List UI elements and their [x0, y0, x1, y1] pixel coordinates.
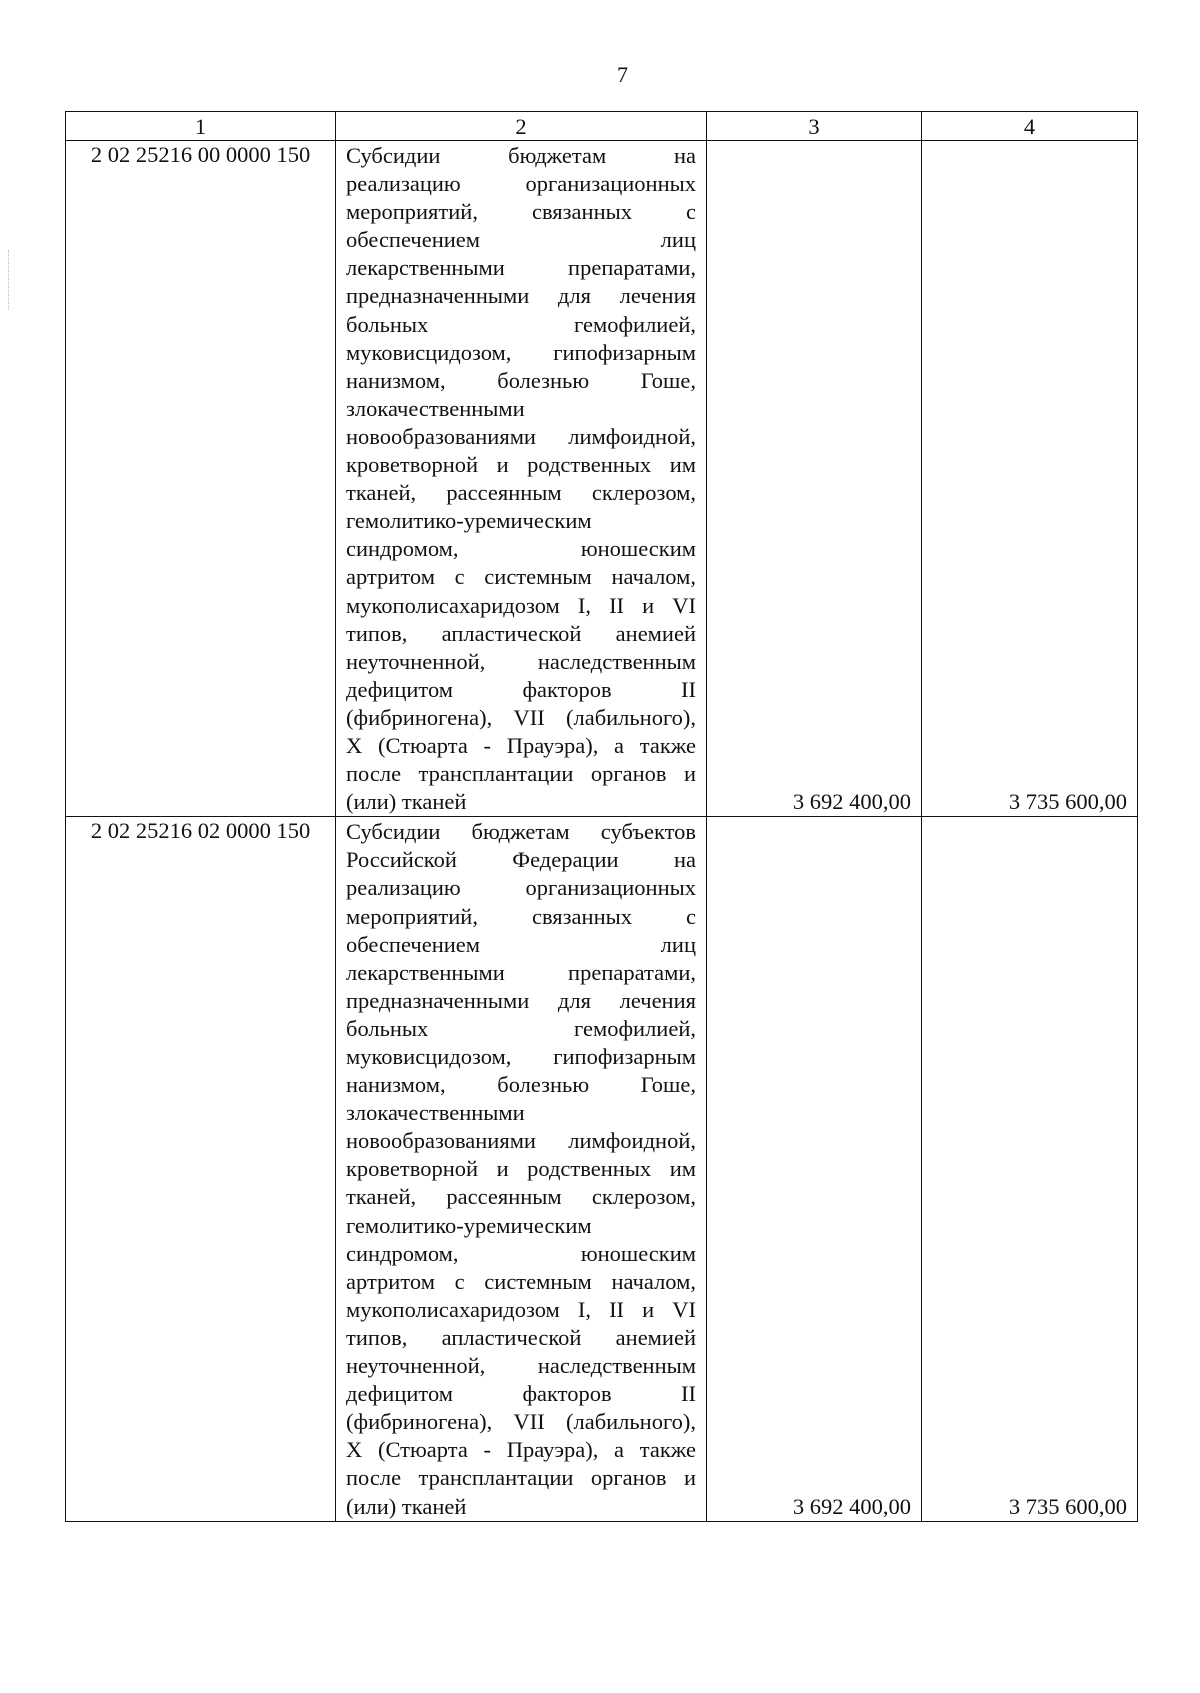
column-header-4: 4 — [922, 112, 1138, 141]
description-line: нанизмом, болезнью Гоше, — [346, 1072, 696, 1098]
amount-column-3: 3 692 400,00 — [707, 817, 922, 1521]
description-line: (фибриногена), VII (лабильного), — [346, 704, 696, 730]
description-line: Субсидии бюджетам на — [346, 143, 696, 168]
description-cell — [336, 141, 707, 817]
description-line: гемолитико-уремическим — [346, 1212, 592, 1238]
description-text — [346, 142, 696, 816]
description-line: нанизмом, болезнью Гоше, — [346, 367, 696, 393]
description-line: обеспечением лиц — [346, 227, 696, 253]
description-text — [346, 818, 696, 1520]
description-line: тканей, рассеянным склерозом, — [346, 480, 696, 506]
description-line: обеспечением лиц — [346, 931, 696, 957]
description-cell — [336, 817, 707, 1521]
description-line: (или) тканей — [346, 1493, 467, 1519]
column-header-1: 1 — [66, 112, 336, 141]
description-line: Российской Федерации на — [346, 847, 696, 873]
description-line: мукополисахаридозом I, II и VI — [346, 592, 696, 618]
description-line: артритом с системным началом, — [346, 564, 696, 590]
description-line: Субсидии бюджетам субъектов — [346, 819, 696, 845]
description-line: неуточненной, наследственным — [346, 648, 696, 674]
budget-table — [65, 111, 1138, 1522]
description-line: синдромом, юношеским — [346, 536, 696, 562]
budget-code-cell: 2 02 25216 02 0000 150 — [66, 817, 336, 1521]
scan-margin-mark — [8, 250, 10, 310]
amount-column-4: 3 735 600,00 — [922, 141, 1138, 817]
description-line: артритом с системным началом, — [346, 1268, 696, 1294]
description-line: муковисцидозом, гипофизарным — [346, 1044, 696, 1069]
description-line: X (Стюарта - Прауэра), а также — [346, 732, 696, 758]
description-line: тканей, рассеянным склерозом, — [346, 1184, 696, 1210]
description-line: лекарственными препаратами, — [346, 255, 696, 281]
description-line: типов, апластической анемией — [346, 620, 696, 646]
description-line: гемолитико-уремическим — [346, 508, 592, 534]
budget-code-cell: 2 02 25216 00 0000 150 — [66, 141, 336, 817]
description-line: предназначенными для лечения — [346, 987, 696, 1013]
description-line: дефицитом факторов II — [346, 676, 696, 702]
description-line: больных гемофилией, — [346, 1015, 696, 1041]
description-line: X (Стюарта - Прауэра), а также — [346, 1437, 696, 1463]
description-line: новообразованиями лимфоидной, — [346, 423, 696, 449]
description-line: больных гемофилией, — [346, 311, 696, 337]
table-row — [66, 141, 1138, 817]
description-line: кроветворной и родственных им — [346, 452, 696, 478]
description-line: мукополисахаридозом I, II и VI — [346, 1296, 696, 1322]
description-line: дефицитом факторов II — [346, 1381, 696, 1407]
description-line: типов, апластической анемией — [346, 1324, 696, 1350]
page-number: 7 — [617, 62, 628, 87]
table-row — [66, 817, 1138, 1521]
description-line: кроветворной и родственных им — [346, 1156, 696, 1182]
description-line: новообразованиями лимфоидной, — [346, 1128, 696, 1154]
description-line: злокачественными — [346, 1100, 525, 1126]
description-line: лекарственными препаратами, — [346, 959, 696, 985]
column-header-2: 2 — [336, 112, 707, 141]
description-line: мероприятий, связанных с — [346, 903, 696, 929]
description-line: неуточненной, наследственным — [346, 1353, 696, 1379]
description-line: муковисцидозом, гипофизарным — [346, 339, 696, 365]
description-line: синдромом, юношеским — [346, 1240, 696, 1266]
description-line: мероприятий, связанных с — [346, 199, 696, 225]
amount-column-4: 3 735 600,00 — [922, 817, 1138, 1521]
description-line: предназначенными для лечения — [346, 283, 696, 309]
description-line: после трансплантации органов и — [346, 1465, 696, 1491]
description-line: после трансплантации органов и — [346, 761, 696, 787]
description-line: реализацию организационных — [346, 171, 696, 197]
column-header-3: 3 — [707, 112, 922, 141]
description-line: (или) тканей — [346, 789, 467, 815]
table-header-row — [66, 112, 1138, 141]
description-line: реализацию организационных — [346, 875, 696, 901]
description-line: (фибриногена), VII (лабильного), — [346, 1409, 696, 1435]
amount-column-3: 3 692 400,00 — [707, 141, 922, 817]
description-line: злокачественными — [346, 395, 525, 421]
